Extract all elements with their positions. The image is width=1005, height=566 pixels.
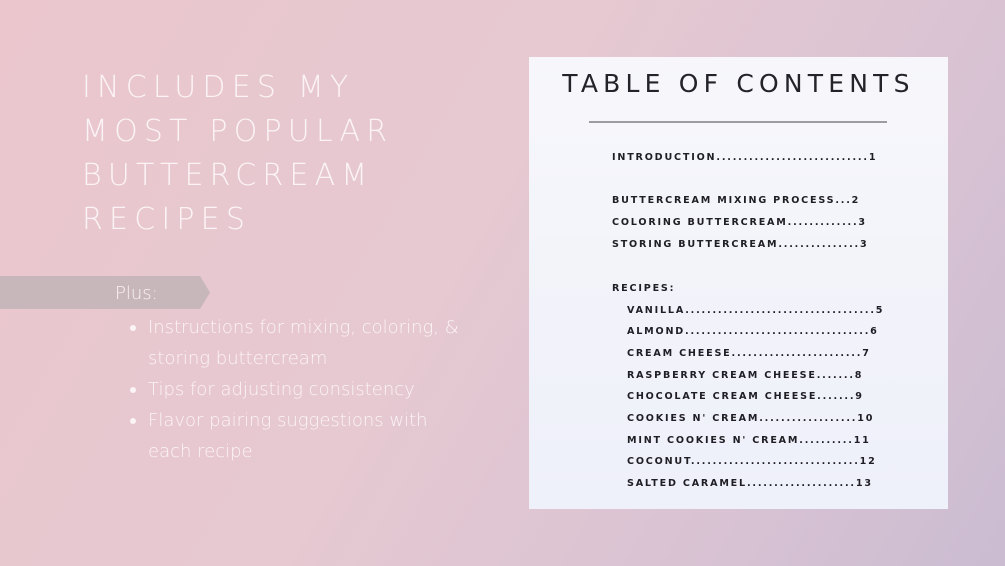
plus-banner: [0, 276, 210, 309]
toc-entry: ALMOND..................................6: [627, 326, 879, 337]
feature-item: Instructions for mixing, coloring, & storing buttercream: [130, 312, 460, 374]
toc-entry: CREAM CHEESE........................7: [627, 348, 871, 359]
toc-section-heading: RECIPES:: [612, 283, 676, 294]
feature-item: Tips for adjusting consistency: [130, 374, 460, 405]
headline: [82, 66, 393, 242]
headline-line: BUTTERCREAM: [82, 158, 374, 193]
feature-item: Flavor pairing suggestions with each recipe: [130, 405, 460, 467]
headline-line: INCLUDES MY: [82, 70, 355, 105]
table-of-contents-card: [529, 57, 948, 509]
headline-line: MOST POPULAR: [82, 114, 394, 149]
plus-label: Plus:: [115, 283, 158, 304]
toc-entry: STORING BUTTERCREAM...............3: [612, 239, 869, 250]
toc-title: TABLE OF CONTENTS: [562, 69, 915, 98]
feature-list: [130, 312, 460, 467]
toc-divider: [589, 121, 887, 123]
toc-entry: SALTED CARAMEL....................13: [627, 478, 873, 489]
toc-entry: COLORING BUTTERCREAM.............3: [612, 217, 867, 228]
headline-line: RECIPES: [82, 202, 252, 237]
toc-entry: MINT COOKIES N' CREAM..........11: [627, 435, 871, 446]
toc-entry: COOKIES N' CREAM..................10: [627, 413, 875, 424]
toc-entry: VANILLA...................................5: [627, 305, 885, 316]
toc-entry: BUTTERCREAM MIXING PROCESS...2: [612, 195, 861, 206]
toc-entry: CHOCOLATE CREAM CHEESE.......9: [627, 391, 864, 402]
toc-entry: INTRODUCTION............................1: [612, 152, 878, 163]
toc-entry: COCONUT...............................12: [627, 456, 877, 467]
toc-entry: RASPBERRY CREAM CHEESE.......8: [627, 370, 864, 381]
